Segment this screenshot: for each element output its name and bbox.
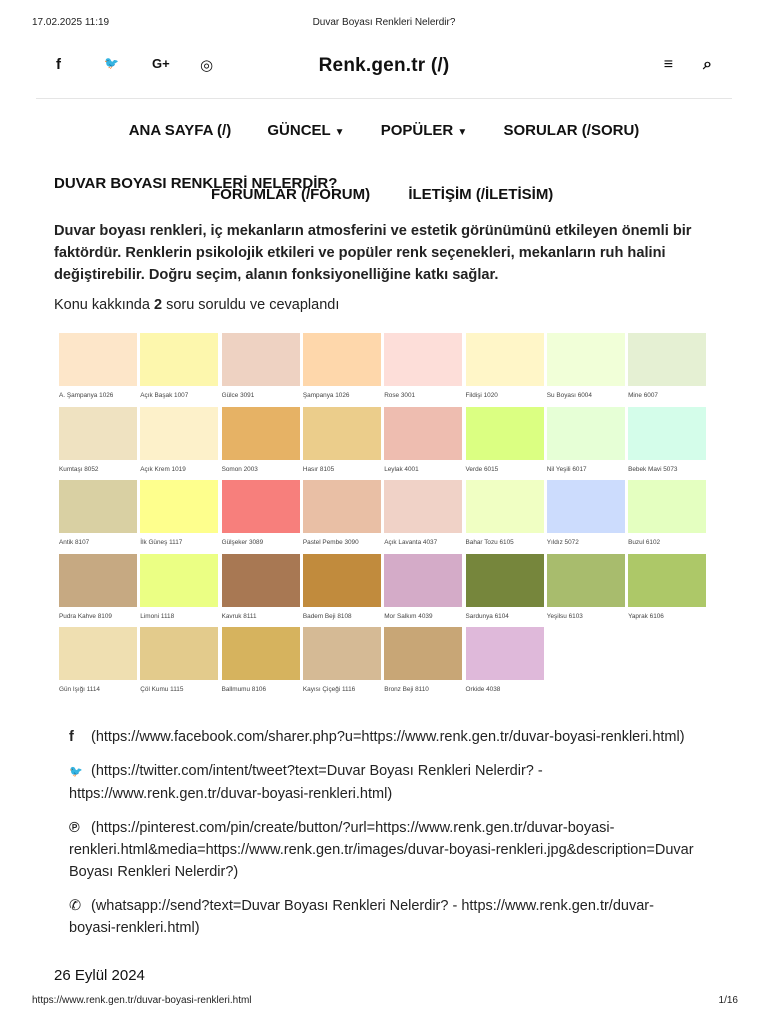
share-link-text: (https://www.facebook.com/sharer.php?u=https://www.renk.gen.tr/duvar-boyasi-renkleri.html) [91,729,685,745]
share-link-text: (https://twitter.com/intent/tweet?text=Duvar Boyası Renkleri Nelerdir? - https://www.renk.gen.tr/duvar-boyasi-renkleri.html) [69,763,543,802]
menu-icon[interactable]: ≡ [663,56,674,73]
color-swatch [59,333,137,386]
color-swatch [303,407,381,460]
caret-down-icon: ▼ [457,127,468,138]
color-swatch [140,333,218,386]
pinterest-icon: ℗ [69,820,80,836]
color-swatch-label: A. Şampanya 1026 [59,392,114,399]
color-swatch [466,554,544,607]
color-swatch [59,480,137,533]
color-swatch-label: Ballmumu 8106 [221,686,266,693]
color-swatch [628,554,706,607]
site-header [36,50,732,84]
color-swatch-label: Pudra Kahve 8109 [59,612,112,620]
nav-item-iletisim[interactable]: İLETİŞİM (/İLETİSİM) [408,186,554,203]
color-swatch [140,554,218,607]
main-nav [0,122,768,139]
page-title: DUVAR BOYASI RENKLERİ NELERDİR? [54,175,338,192]
nav-label: ANA SAYFA (/) [128,122,232,139]
color-swatch-label: Fildişi 1020 [465,392,498,399]
color-swatch-label: Limoni 1118 [140,612,175,620]
twitter-icon: 🐦 [69,766,83,778]
color-swatch-label: Nil Yeşili 6017 [546,465,587,473]
color-swatch [628,333,706,386]
color-swatch-label: Yıldız 5072 [546,539,579,546]
color-swatch [628,407,706,460]
color-swatch-label: Pastel Pembe 3090 [302,539,359,546]
color-swatch [140,627,218,680]
color-swatch-label: Badem Beji 8108 [302,612,352,620]
count-value: 2 [153,297,163,313]
whatsapp-icon: ✆ [69,898,82,914]
search-icon[interactable]: ⌕ [703,56,712,73]
color-swatch-label: Buzul 6102 [628,539,661,546]
color-swatch [222,333,300,386]
nav-label: GÜNCEL [267,122,331,139]
color-swatch [466,627,544,680]
nav-item-forum[interactable]: FORUMLAR (/FORUM) [211,186,371,203]
color-swatch-label: Gün Işığı 1114 [59,686,100,693]
color-swatch [628,480,706,533]
color-swatch-label: Verde 6015 [465,465,499,473]
nav-item-populer[interactable] [381,122,468,139]
facebook-icon[interactable]: f [56,56,61,73]
instagram-icon[interactable]: ◎ [200,57,214,74]
nav-label: SORULAR (/SORU) [503,122,640,139]
color-swatch [384,333,462,386]
color-swatch [222,407,300,460]
site-brand[interactable]: Renk.gen.tr (/) [318,55,450,76]
color-swatch-label: Somon 2003 [221,465,258,473]
color-swatch [547,554,625,607]
share-twitter[interactable] [69,760,699,805]
color-swatch-label: Bahar Tozu 6105 [465,539,514,546]
color-swatch-label: Yaprak 6106 [628,612,664,620]
color-swatch-label: Şampanya 1026 [302,392,350,399]
publish-date: 26 Eylül 2024 [54,967,145,984]
color-swatch [303,480,381,533]
color-swatch-label: Su Boyası 6004 [546,392,592,399]
color-swatch-label: Mor Salkım 4039 [384,612,433,620]
count-prefix: Konu kakkında [54,297,154,313]
color-swatch [466,333,544,386]
color-swatch-label: Kumtaşı 8052 [59,465,99,473]
color-swatch-label: Leylak 4001 [384,465,419,473]
count-suffix: soru soruldu ve cevaplandı [162,297,340,313]
color-palette-image [54,330,714,696]
color-swatch [303,627,381,680]
color-swatch [140,407,218,460]
color-swatch [384,627,462,680]
color-swatch-label: Gülce 3091 [221,392,255,399]
color-swatch-label: Sardunya 6104 [465,612,509,620]
color-swatch [59,627,137,680]
article-intro: Duvar boyası renkleri, iç mekanların atmosferini ve estetik görünümünü etkileyen önemli bir faktördür. Renklerin psikolojik etkileri ve popüler renk seçenekleri, mekanların ruh halini değiştirebilir. Doğru seçim, alanın fonksiyonelliğine katkı sağlar. [54,223,692,283]
color-swatch [466,407,544,460]
header-divider [36,98,732,99]
color-swatch [384,480,462,533]
color-swatch [303,554,381,607]
color-swatch [222,554,300,607]
color-swatch-label: Yeşilsu 6103 [546,612,583,620]
share-link-text: (https://pinterest.com/pin/create/button/?url=https://www.renk.gen.tr/duvar-boyasi-renkleri.html&media=https://www.renk.gen.tr/images/duvar-boyasi-renkleri.jpg&description=Duvar Boyası Renkleri Nelerdir?) [69,820,694,880]
nav-item-guncel[interactable] [267,122,344,139]
print-datetime: 17.02.2025 11:19 [32,17,110,28]
color-swatch-label: Antik 8107 [59,539,90,546]
google-plus-icon[interactable]: G+ [152,56,170,71]
color-swatch [384,554,462,607]
color-swatch [547,480,625,533]
color-swatch-label: Açık Başak 1007 [140,392,189,399]
print-page-number: 1/16 [718,995,738,1006]
share-pinterest[interactable] [69,817,699,883]
color-swatch [466,480,544,533]
color-swatch-label: Bebek Mavi 5073 [628,465,678,473]
color-swatch [222,627,300,680]
share-whatsapp[interactable] [69,895,699,939]
color-swatch-label: Rose 3001 [384,392,416,399]
color-swatch [59,407,137,460]
twitter-icon[interactable]: 🐦 [104,56,119,70]
header-tools [664,56,712,74]
color-swatch [547,333,625,386]
caret-down-icon: ▼ [334,127,345,138]
share-link-text: (whatsapp://send?text=Duvar Boyası Renkleri Nelerdir? - https://www.renk.gen.tr/duvar-boyasi-renkleri.html) [69,898,654,936]
color-swatch [303,333,381,386]
color-swatch-label: İlk Güneş 1117 [140,539,183,546]
color-swatch-label: Açık Krem 1019 [140,465,186,473]
share-links [69,726,699,951]
print-url: https://www.renk.gen.tr/duvar-boyasi-renkleri.html [32,995,252,1006]
color-swatch-label: Açık Lavanta 4037 [384,539,438,546]
facebook-icon: f [69,729,74,745]
nav-label: POPÜLER [380,122,454,139]
nav-item-home[interactable] [129,122,232,139]
color-swatch [547,407,625,460]
color-swatch-label: Kavruk 8111 [221,612,257,620]
color-swatch-label: Hasır 8105 [302,465,335,473]
color-swatch-label: Bronz Beji 8110 [384,686,429,693]
share-facebook[interactable] [69,726,699,748]
color-swatch-label: Gülşeker 3089 [221,539,264,546]
question-count [54,297,339,313]
main-nav-row2 [211,186,587,203]
color-swatch-label: Çöl Kumu 1115 [140,686,184,693]
color-swatch-label: Mine 6007 [628,392,658,399]
nav-item-sorular[interactable] [503,122,639,139]
color-swatch [140,480,218,533]
color-swatch [384,407,462,460]
color-swatch-label: Orkide 4038 [465,686,501,693]
print-doc-title: Duvar Boyası Renkleri Nelerdir? [312,17,456,28]
color-swatch-label: Kayısı Çiçeği 1116 [302,686,356,693]
color-swatch [59,554,137,607]
color-swatch [222,480,300,533]
